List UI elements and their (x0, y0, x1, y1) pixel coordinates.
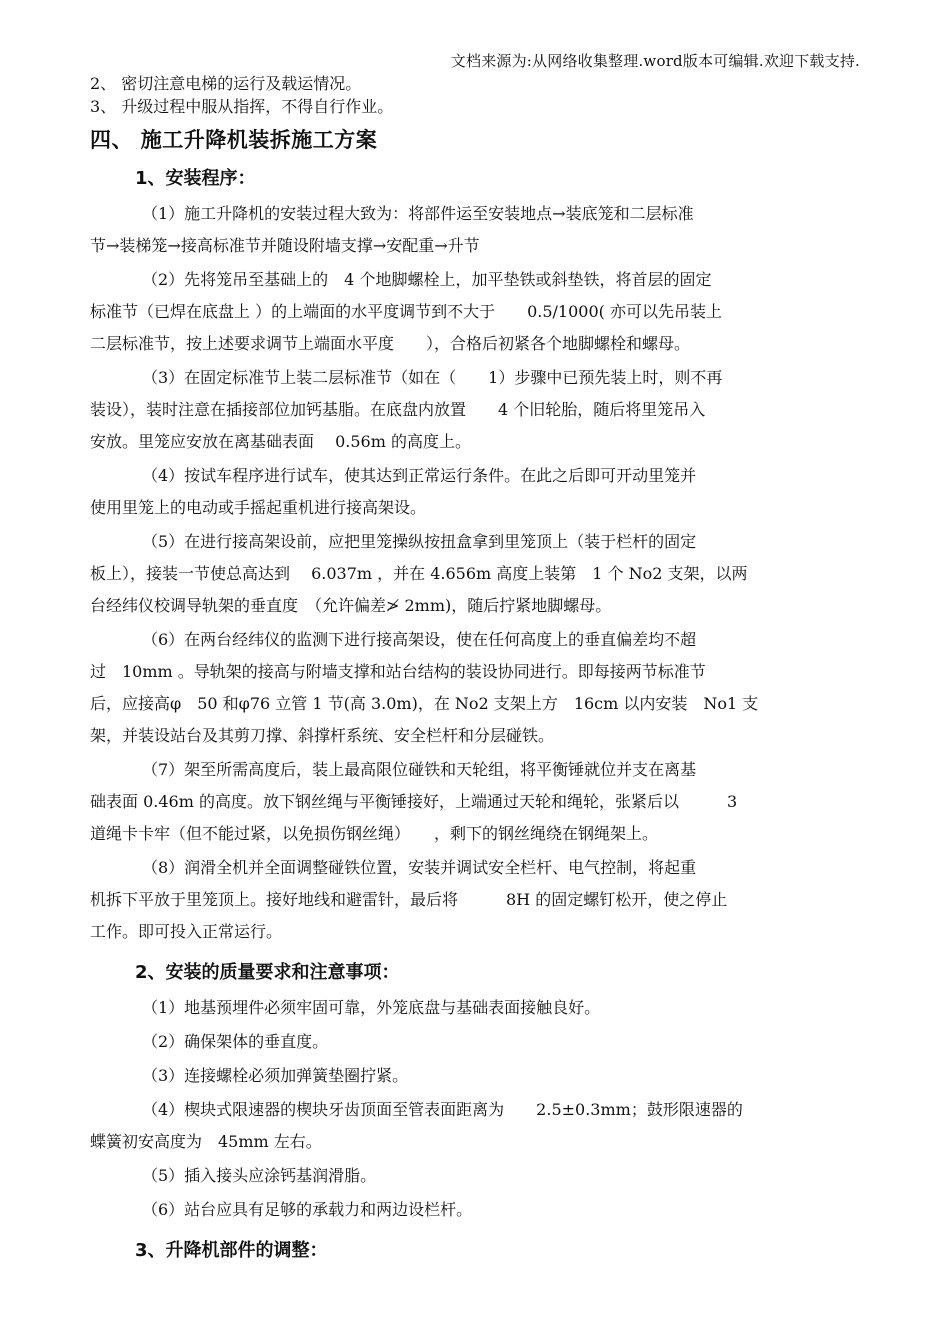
procedure-step (90, 526, 860, 622)
paragraph-line: 台经纬仪校调导轨架的垂直度 （允许偏差≯ 2mm)，随后拧紧地脚螺母。 (90, 596, 612, 615)
requirement-item (90, 1060, 860, 1092)
procedure-step (90, 460, 860, 524)
paragraph-line: （1）施工升降机的安装过程大致为：将部件运至安装地点→装底笼和二层标准 (142, 204, 694, 223)
procedure-step (90, 852, 860, 948)
paragraph-line: （1）地基预埋件必须牢固可靠，外笼底盘与基础表面接触良好。 (142, 998, 601, 1017)
subsection-title-adjustment: 3、升降机部件的调整： (135, 1240, 328, 1261)
requirement-item (90, 1094, 860, 1158)
paragraph-line: （7）架至所需高度后，装上最高限位碰铁和天轮组，将平衡锤就位并支在离基 (142, 760, 697, 779)
paragraph-line: （5）插入接头应涂钙基润滑脂。 (142, 1166, 377, 1185)
procedure-step (90, 754, 860, 850)
requirement-item (90, 1026, 860, 1058)
paragraph-line: 架，并装设站台及其剪刀撑、斜撑杆系统、安全栏杆和分层碰铁。 (90, 726, 555, 745)
quality-requirements (90, 992, 860, 1226)
paragraph-line: 础表面 0.46m 的高度。放下钢丝绳与平衡锤接好，上端通过天轮和绳轮，张紧后以 3 (90, 792, 738, 811)
paragraph-line: 安放。里笼应安放在离基础表面 0.56m 的高度上。 (90, 432, 471, 451)
paragraph-line: （4）按试车程序进行试车，使其达到正常运行条件。在此之后即可开动里笼并 (142, 466, 697, 485)
procedure-step (90, 198, 860, 262)
paragraph-line: 蝶簧初安高度为 45mm 左右。 (90, 1132, 322, 1151)
procedure-step (90, 362, 860, 458)
paragraph-line: （2）确保架体的垂直度。 (142, 1032, 329, 1051)
paragraph-line: （5）在进行接高架设前，应把里笼操纵按扭盒拿到里笼顶上（装于栏杆的固定 (142, 532, 697, 551)
source-note: 文档来源为:从网络收集整理.word版本可编辑.欢迎下载支持. (450, 52, 860, 70)
paragraph-line: 板上），接装一节使总高达到 6.037m ，并在 4.656m 高度上装第 1 个 No2 支架，以两 (90, 564, 748, 583)
paragraph-line: （3）连接螺栓必须加弹簧垫圈拧紧。 (142, 1066, 409, 1085)
paragraph-line: （4）楔块式限速器的楔块牙齿顶面至管表面距离为 2.5±0.3mm；鼓形限速器的 (142, 1100, 743, 1119)
requirement-item (90, 1194, 860, 1226)
paragraph-line: 工作。即可投入正常运行。 (90, 922, 283, 941)
paragraph-line: 过 10mm 。导轨架的接高与附墙支撑和站台结构的装设协同进行。即每接两节标准节 (90, 662, 706, 681)
paragraph-line: 道绳卡卡牢（但不能过紧，以免损伤钢丝绳） ，剩下的钢丝绳绕在钢绳架上。 (90, 824, 659, 843)
requirement-item (90, 1160, 860, 1192)
paragraph-line: （6）站台应具有足够的承载力和两边设栏杆。 (142, 1200, 473, 1219)
procedure-step (90, 624, 860, 752)
paragraph-line: 标准节（已焊在底盘上 ）的上端面的水平度调节到不大于 0.5/1000( 亦可以先吊装上 (90, 302, 722, 321)
paragraph-line: 使用里笼上的电动或手摇起重机进行接高架设。 (90, 498, 427, 517)
paragraph-line: （2）先将笼吊至基础上的 4 个地脚螺栓上，加平垫铁或斜垫铁，将首层的固定 (142, 270, 712, 289)
paragraph-line: （8）润滑全机并全面调整碰铁位置，安装并调试安全栏杆、电气控制，将起重 (142, 858, 697, 877)
paragraph-line: 机拆下平放于里笼顶上。接好地线和避雷针，最后将 8H 的固定螺钉松开，使之停止 (90, 890, 728, 909)
section-title: 四、 施工升降机装拆施工方案 (90, 128, 378, 152)
requirement-item (90, 992, 860, 1024)
paragraph-line: 节→装梯笼→接高标准节并随设附墙支撑→安配重→升节 (90, 236, 480, 255)
document-body (90, 72, 860, 1270)
paragraph-line: 后，应接高φ 50 和φ76 立管 1 节(高 3.0m)，在 No2 支架上方 16cm 以内安装 No1 支 (90, 694, 759, 713)
paragraph-line: 装设），装时注意在插接部位加钙基脂。在底盘内放置 4 个旧轮胎，随后将里笼吊入 (90, 400, 706, 419)
paragraph-line: （6）在两台经纬仪的监测下进行接高架设，使在任何高度上的垂直偏差均不超 (142, 630, 697, 649)
paragraph-line: 二层标准节，按上述要求调节上端面水平度 ），合格后初紧各个地脚螺栓和螺母。 (90, 334, 691, 353)
list-item: 3、 升级过程中服从指挥，不得自行作业。 (90, 97, 394, 116)
install-procedure (90, 198, 860, 948)
subsection-title-install: 1、安装程序： (135, 168, 256, 189)
procedure-step (90, 264, 860, 360)
subsection-title-quality: 2、安装的质量要求和注意事项： (135, 962, 400, 983)
list-item: 2、 密切注意电梯的运行及载运情况。 (90, 74, 362, 93)
paragraph-line: （3）在固定标准节上装二层标准节（如在（ 1）步骤中已预先装上时，则不再 (142, 368, 723, 387)
